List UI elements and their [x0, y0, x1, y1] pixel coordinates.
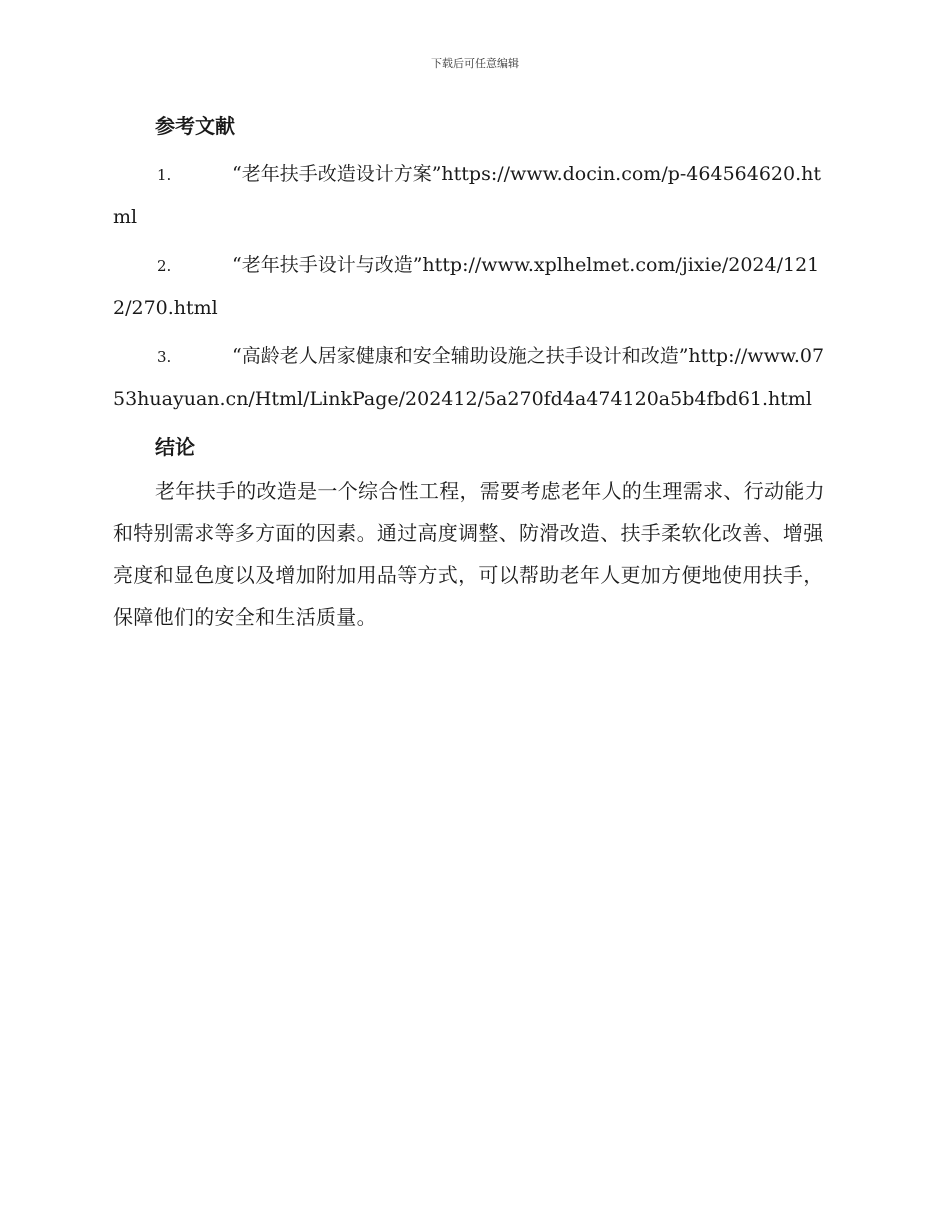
reference-number: 2. [157, 257, 172, 275]
reference-text: “高龄老人居家健康和安全辅助设施之扶手设计和改造”http://www.0753huayuan.cn/Html/LinkPage/202412/5a270fd4a474120a5b4fbd61.html [113, 345, 825, 410]
reference-item-1 [113, 153, 833, 238]
reference-item-3 [113, 335, 833, 420]
page-header: 下载后可任意编辑 [431, 57, 519, 70]
conclusion-heading: 结论 [155, 435, 195, 459]
reference-text: “老年扶手改造设计方案”https://www.docin.com/p-464564620.html [113, 163, 822, 228]
conclusion-paragraph: 老年扶手的改造是一个综合性工程，需要考虑老年人的生理需求、行动能力和特别需求等多方面的因素。通过高度调整、防滑改造、扶手柔软化改善、增强亮度和显色度以及增加附加用品等方式，可以帮助老年人更加方便地使用扶手，保障他们的安全和生活质量。 [113, 479, 825, 629]
document-body [113, 105, 833, 638]
references-heading: 参考文献 [155, 114, 235, 138]
reference-number: 3. [157, 348, 172, 366]
reference-item-2 [113, 244, 833, 329]
reference-number: 1. [157, 166, 172, 184]
reference-text: “老年扶手设计与改造”http://www.xplhelmet.com/jixie/2024/1212/270.html [113, 254, 820, 319]
